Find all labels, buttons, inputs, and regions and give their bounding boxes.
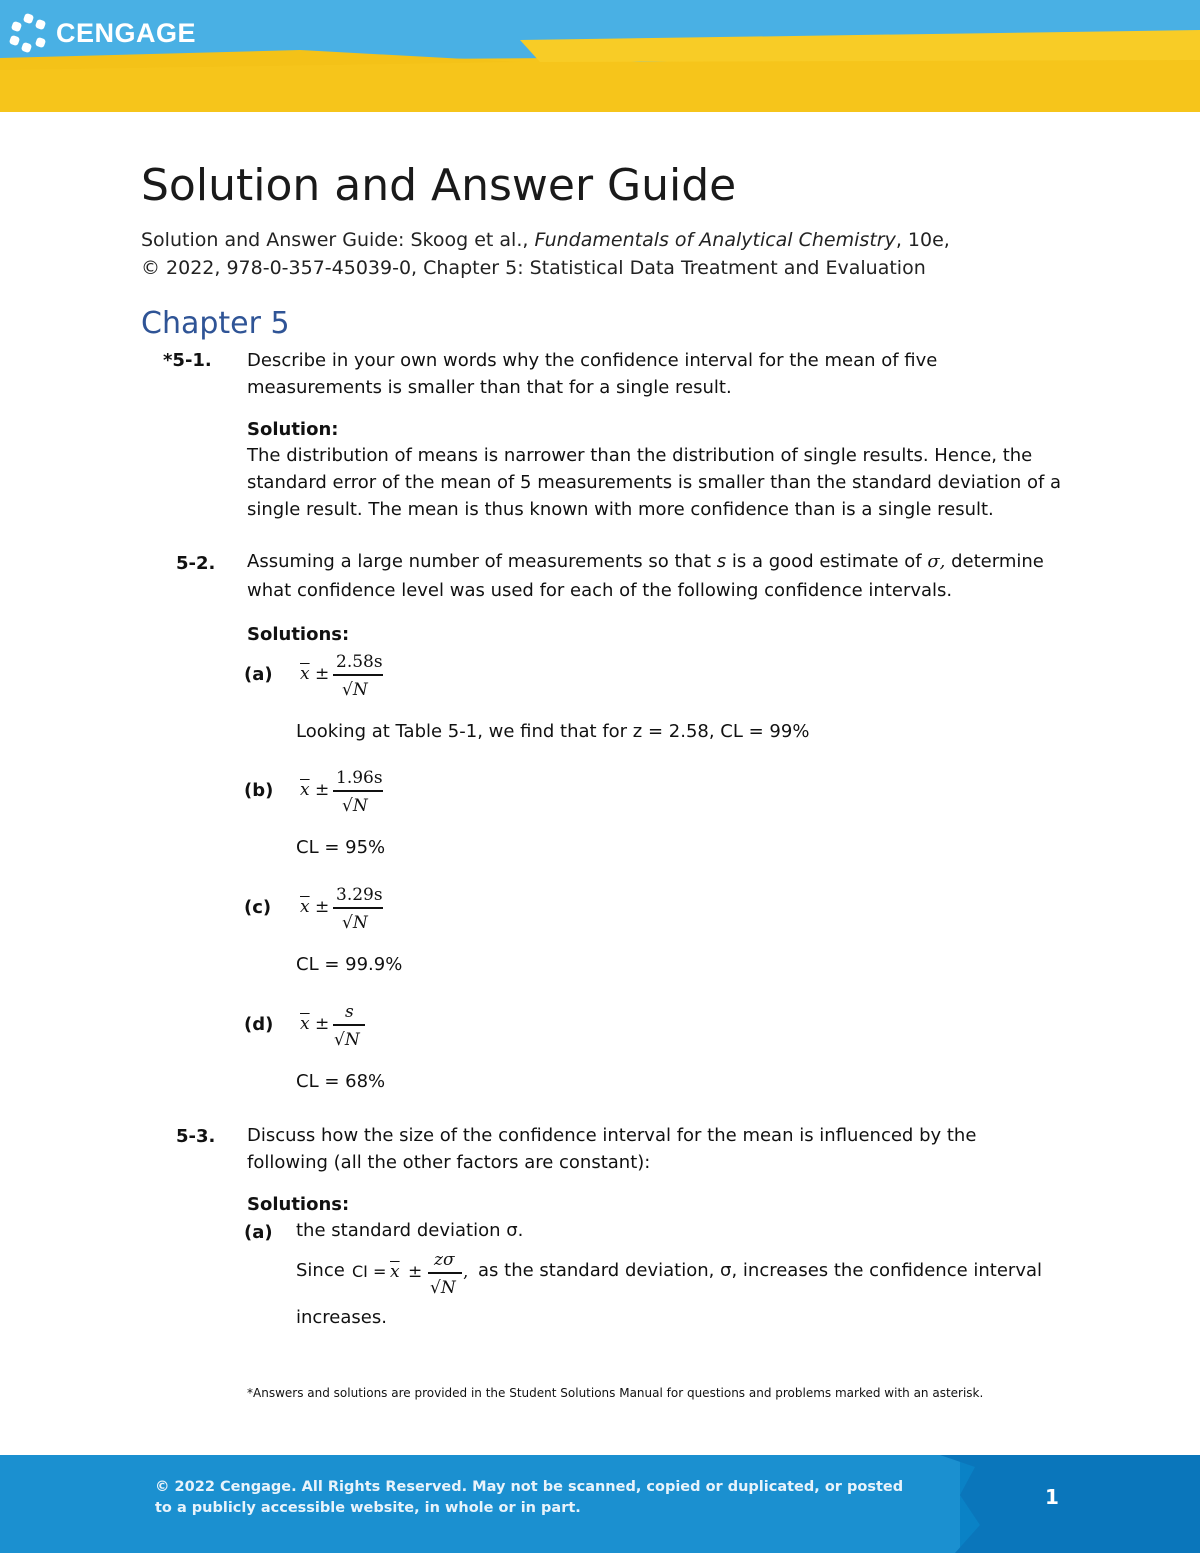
- formula-b: [300, 768, 400, 818]
- part-label-d: (d): [244, 1014, 274, 1035]
- fraction-bar: [333, 790, 383, 792]
- xbar: $\overline{x}$: [300, 780, 310, 800]
- formula-ci: [352, 1250, 482, 1302]
- solution-text-5-1: The distribution of means is narrower than the distribution of single results. Hence, the standard error of the mean of 5 measurements is smaller than the standard deviation of a single result. The mean is thus known with more confidence than is a single result.: [247, 445, 1062, 520]
- xbar: $\overline{x}$: [300, 1014, 310, 1034]
- numerator: 1.96s: [336, 768, 383, 788]
- numerator: 3.29s: [336, 885, 383, 905]
- part-label-c: (c): [244, 897, 272, 918]
- part-label-b: (b): [244, 780, 274, 801]
- since-text: Since: [296, 1260, 345, 1281]
- numerator: s: [345, 1002, 354, 1022]
- question-text-5-2-line-1: [247, 551, 1044, 572]
- part-3a-heading: the standard deviation σ.: [296, 1220, 524, 1241]
- denominator: √N: [342, 796, 368, 816]
- plus-minus: ±: [315, 897, 330, 917]
- plus-minus: ±: [315, 780, 330, 800]
- subtitle-line-2: © 2022, 978-0-357-45039-0, Chapter 5: Statistical Data Treatment and Evaluation: [141, 257, 926, 279]
- denominator: √N: [430, 1278, 456, 1298]
- ci-label: CI =: [352, 1262, 387, 1281]
- comma: ,: [463, 1262, 469, 1282]
- copyright-notice: © 2022 Cengage. All Rights Reserved. May not be scanned, copied or duplicated, or posted to a publicly accessible website, in whole or in part.: [155, 1479, 904, 1516]
- denominator: √N: [342, 913, 368, 933]
- denominator: √N: [334, 1030, 360, 1050]
- plus-minus: ±: [315, 1014, 330, 1034]
- page-number: 1: [1045, 1485, 1059, 1509]
- cengage-logo-icon: [10, 14, 48, 52]
- q2-text-s: s: [716, 551, 727, 572]
- answer-a: Looking at Table 5-1, we find that for z = 2.58, CL = 99%: [296, 721, 810, 742]
- solutions-label-5-3: Solutions:: [247, 1194, 350, 1215]
- fraction-bar: [333, 907, 383, 909]
- fraction-bar: [428, 1272, 462, 1274]
- footnote: *Answers and solutions are provided in the Student Solutions Manual for questions and problems marked with an asterisk.: [247, 1386, 984, 1400]
- question-text-5-2-line-2: what confidence level was used for each of the following confidence intervals.: [247, 580, 953, 601]
- subtitle-suffix: , 10e,: [895, 229, 950, 251]
- since-rest-2: increases.: [296, 1307, 387, 1328]
- page-title: Solution and Answer Guide: [141, 160, 737, 211]
- since-rest: as the standard deviation, σ, increases the confidence interval: [478, 1260, 1043, 1281]
- header-band: [0, 0, 1200, 118]
- plus-minus: ±: [315, 664, 330, 684]
- denominator: √N: [342, 680, 368, 700]
- subtitle-line-1: [141, 226, 950, 254]
- question-text-5-3: Discuss how the size of the confidence interval for the mean is influenced by the following (all the other factors are constant):: [247, 1125, 977, 1173]
- answer-c: CL = 99.9%: [296, 954, 403, 975]
- subtitle: [141, 226, 950, 282]
- numerator: 2.58s: [336, 652, 383, 672]
- question-number-5-3: 5-3.: [176, 1126, 216, 1147]
- solution-label-5-1: Solution:: [247, 419, 339, 440]
- book-title: Fundamentals of Analytical Chemistry: [534, 229, 896, 251]
- xbar: $\overline{x}$: [300, 897, 310, 917]
- solutions-label-5-2: Solutions:: [247, 624, 350, 645]
- subtitle-prefix: Solution and Answer Guide: Skoog et al.,: [141, 229, 535, 251]
- plus-minus: ±: [408, 1262, 423, 1282]
- question-number-5-1: *5-1.: [163, 350, 212, 371]
- answer-d: CL = 68%: [296, 1071, 386, 1092]
- q2-text-b: is a good estimate of: [726, 551, 928, 572]
- formula-c: [300, 885, 400, 935]
- cengage-logo: [10, 14, 196, 52]
- fraction-bar: [333, 1024, 365, 1026]
- numerator: zσ: [434, 1250, 455, 1270]
- q2-text-c: determine: [945, 551, 1044, 572]
- chapter-heading: Chapter 5: [141, 306, 290, 341]
- question-text-5-1: Describe in your own words why the confidence interval for the mean of five measurements is smaller than that for a single result.: [247, 350, 938, 398]
- formula-d: [300, 1002, 400, 1052]
- q2-text-sigma: σ,: [927, 551, 946, 572]
- answer-b: CL = 95%: [296, 837, 386, 858]
- part-label-3a: (a): [244, 1222, 273, 1243]
- q2-text-a: Assuming a large number of measurements so that: [247, 551, 717, 572]
- fraction-bar: [333, 674, 383, 676]
- part-label-a: (a): [244, 664, 273, 685]
- brand-name: CENGAGE: [56, 17, 197, 48]
- formula-a: [300, 652, 400, 702]
- xbar: $\overline{x}$: [390, 1262, 400, 1282]
- xbar: $\overline{x}$: [300, 664, 310, 684]
- question-number-5-2: 5-2.: [176, 553, 216, 574]
